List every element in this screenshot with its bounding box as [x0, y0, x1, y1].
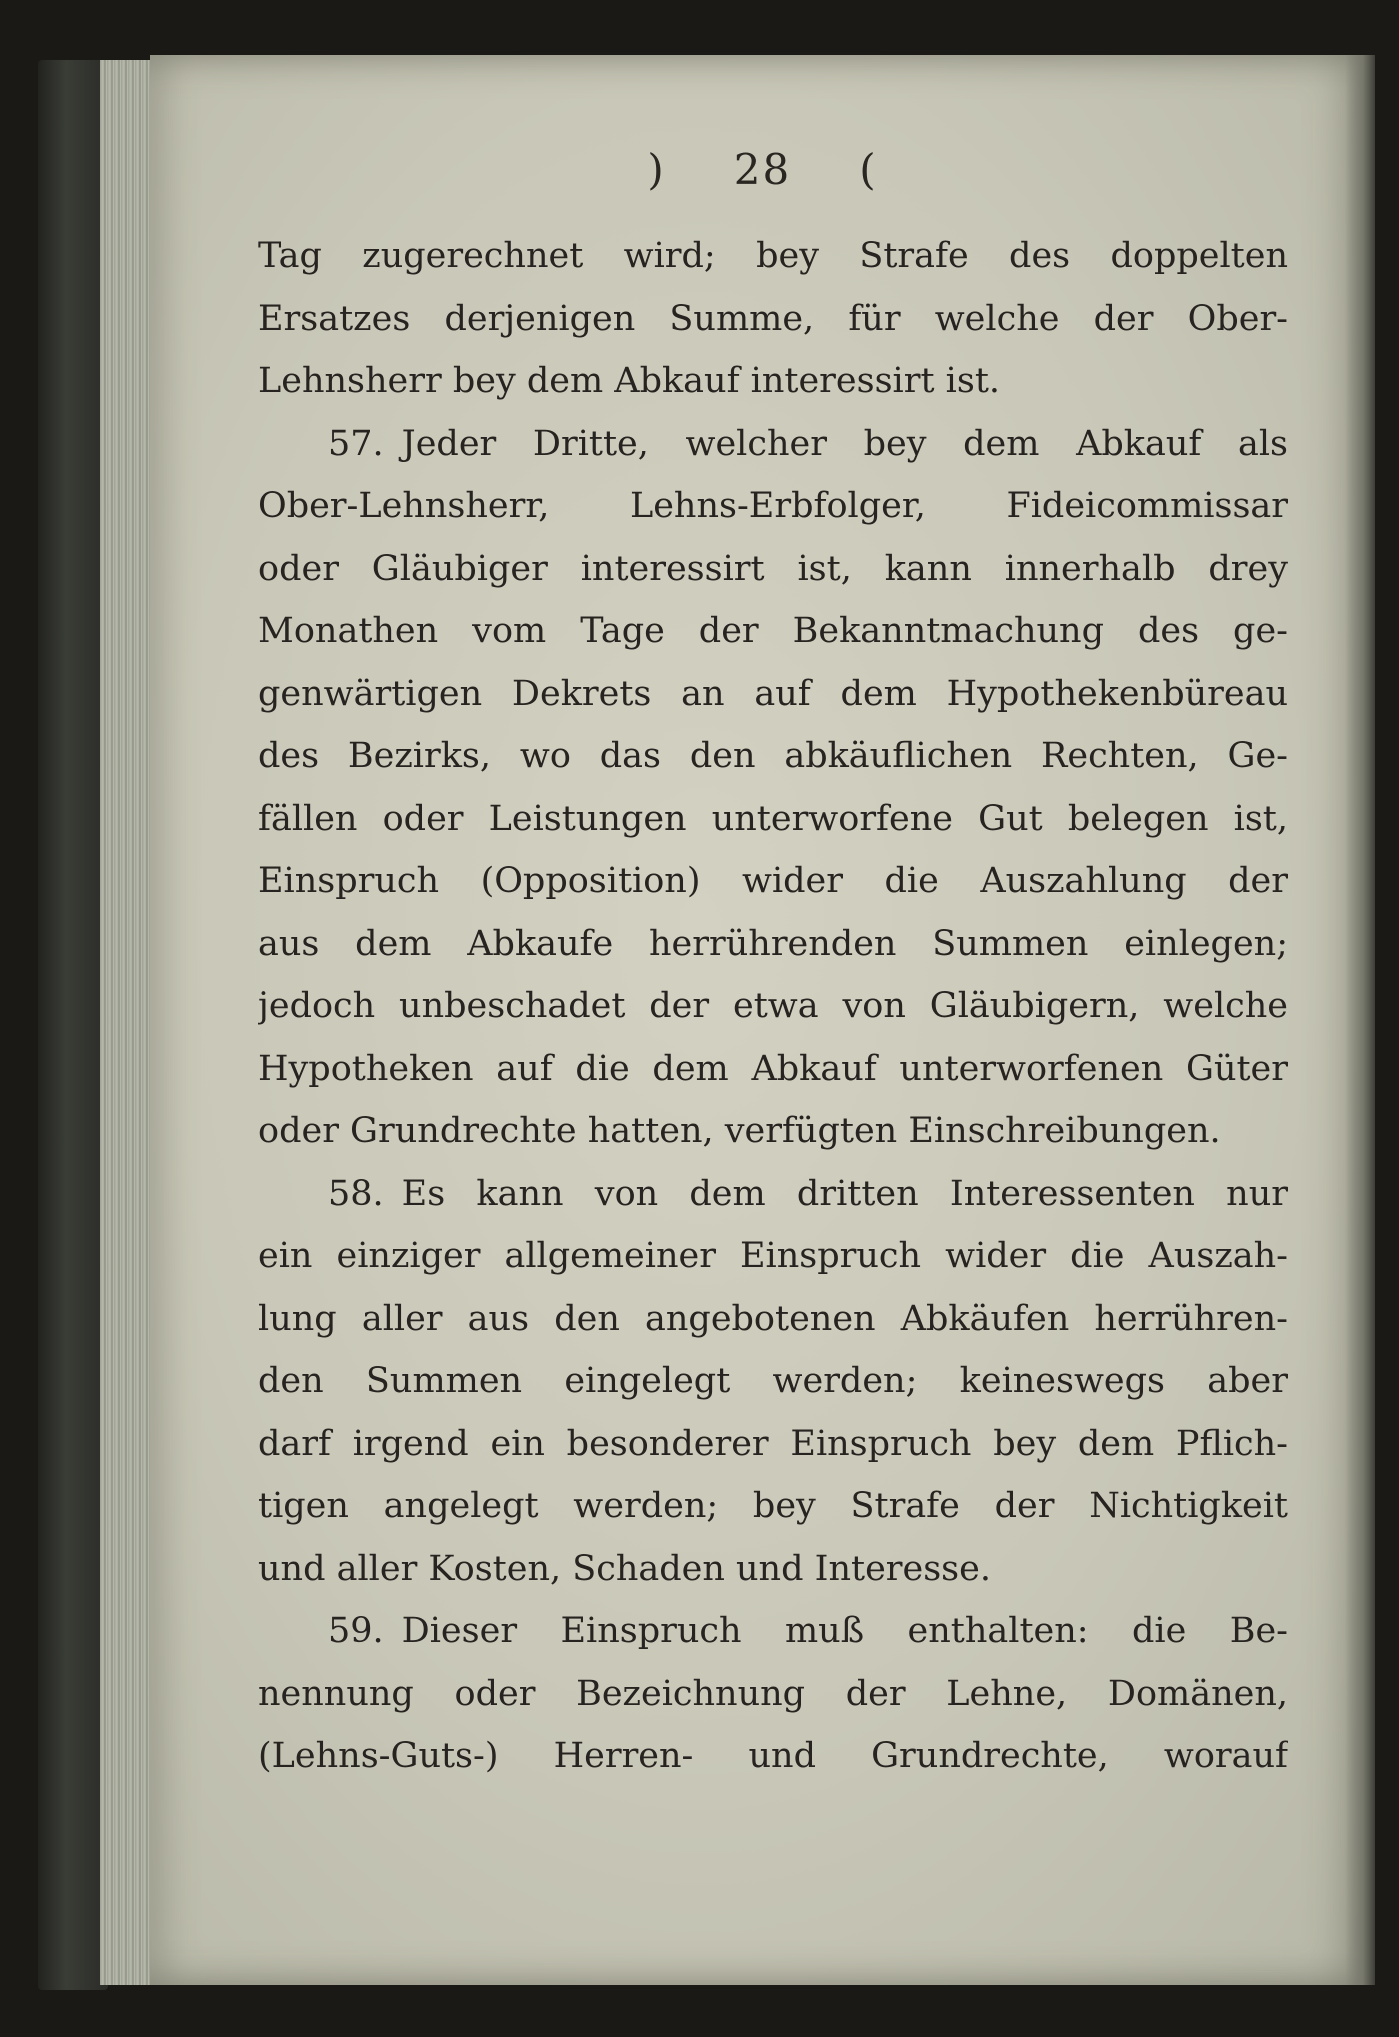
text-line: (Lehns-Guts-) Herren- und Grundrechte, worauf [258, 1736, 1288, 1776]
text-line: Lehnsherr bey dem Abkauf interessirt ist. [258, 361, 1001, 401]
paragraph-number: 57. [328, 423, 384, 464]
text-line: lung aller aus den angebotenen Abkäufen herrühren- [258, 1298, 1288, 1339]
text-line: aus dem Abkaufe herrührenden Summen einlegen; [258, 923, 1288, 964]
text-line-content: Es kann von dem dritten Interessenten nur [401, 1173, 1288, 1214]
text-line: des Bezirks, wo das den abkäuflichen Rechten, Ge- [258, 736, 1288, 776]
header-left-mark: ) [647, 145, 666, 194]
text-line [258, 413, 1288, 476]
text-line: Tag zugerechnet wird; bey Strafe des doppelten [258, 236, 1288, 276]
text-line: tigen angelegt werden; bey Strafe der Nichtigkeit [258, 1486, 1288, 1526]
body-text [258, 225, 1288, 1788]
text-line: Hypotheken auf die dem Abkauf unterworfenen Güter [258, 1048, 1288, 1089]
text-line [258, 1600, 1288, 1663]
text-line: nennung oder Bezeichnung der Lehne, Domänen, [258, 1673, 1288, 1714]
text-line: Monathen vom Tage der Bekanntmachung des ge- [258, 611, 1288, 651]
text-line: oder Grundrechte hatten, verfügten Einschreibungen. [258, 1111, 1221, 1151]
text-line: oder Gläubiger interessirt ist, kann innerhalb drey [258, 548, 1288, 589]
text-line: und aller Kosten, Schaden und Interesse. [258, 1548, 991, 1589]
book-cover-edge [38, 60, 108, 1990]
text-line: Ober-Lehnsherr, Lehns-Erbfolger, Fideicommissar [258, 486, 1288, 526]
text-line: den Summen eingelegt werden; keineswegs aber [258, 1361, 1288, 1401]
text-line: genwärtigen Dekrets an auf dem Hypothekenbüreau [258, 673, 1288, 714]
text-line-content: Jeder Dritte, welcher bey dem Abkauf als [401, 423, 1288, 464]
text-line: jedoch unbeschadet der etwa von Gläubigern, welche [258, 986, 1288, 1026]
text-line [258, 1163, 1288, 1226]
paragraph-number: 58. [328, 1173, 384, 1214]
text-line: ein einziger allgemeiner Einspruch wider die Auszah- [258, 1236, 1288, 1276]
text-line: fällen oder Leistungen unterworfene Gut belegen ist, [258, 798, 1288, 839]
page-gutter-shadow [1345, 55, 1375, 1985]
paragraph-number: 59. [328, 1611, 384, 1651]
text-line-content: Dieser Einspruch muß enthalten: die Be- [401, 1611, 1288, 1651]
page-header [150, 145, 1375, 194]
page-number: 28 [733, 145, 792, 194]
header-right-mark: ( [859, 145, 878, 194]
text-line: Ersatzes derjenigen Summe, für welche der Ober- [258, 298, 1288, 339]
text-line: darf irgend ein besonderer Einspruch bey dem Pflich- [258, 1423, 1288, 1464]
text-line: Einspruch (Opposition) wider die Auszahlung der [258, 861, 1288, 901]
